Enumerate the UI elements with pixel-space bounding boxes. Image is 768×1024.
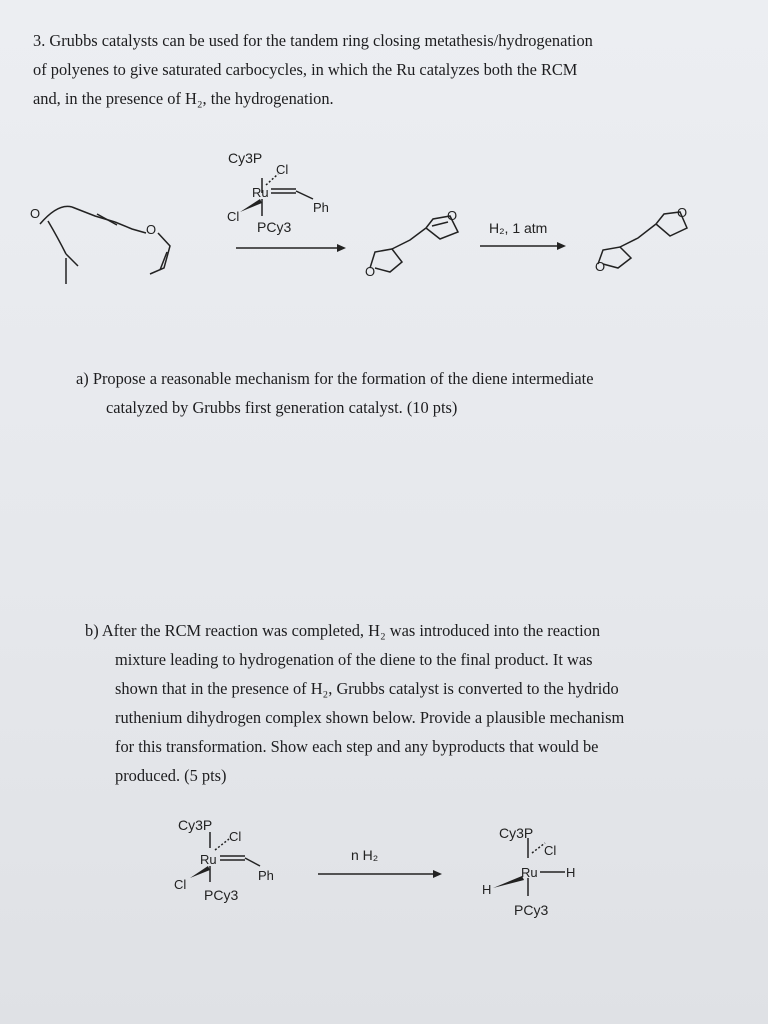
- catalyst-1-top-ligand: Cy3P: [228, 150, 263, 166]
- product-oxygen-2: O: [677, 205, 688, 220]
- part-a-line-1: a) Propose a reasonable mechanism for the formation of the diene intermediate: [76, 369, 594, 388]
- catalyst-1-phenyl: Ph: [313, 200, 329, 215]
- intermediate-oxygen-2: O: [447, 208, 458, 223]
- product-complex-ru-h-wedge-bond: [493, 876, 524, 888]
- catalyst-1-bottom-ligand: PCy3: [257, 219, 292, 235]
- catalyst-2-ruthenium: Ru: [200, 852, 217, 867]
- catalyst-2-phenyl: Ph: [258, 868, 274, 883]
- catalyst-2-ru-carbene-bond: [220, 856, 245, 860]
- catalyst-2-chloride-top: Cl: [229, 829, 242, 844]
- part-b-line-3: shown that in the presence of H₂, Grubbs catalyst is converted to the hydrido: [115, 679, 619, 698]
- question-3-line-2: of polyenes to give saturated carbocycles, in which the Ru catalyzes both the RCM: [33, 60, 578, 79]
- part-b-line-5: for this transformation. Show each step and any byproducts that would be: [115, 737, 599, 756]
- reaction-arrow-3-head: [433, 870, 442, 878]
- polyene-oxygen-1: O: [30, 206, 41, 221]
- question-3-line-3: and, in the presence of H₂, the hydrogenation.: [33, 89, 334, 108]
- catalyst-2-ru-cl-wedge-bond: [190, 866, 210, 878]
- product-complex-hydride-left: H: [482, 882, 492, 897]
- reagent-h2-label: H₂, 1 atm: [489, 220, 548, 236]
- part-b-line-6: produced. (5 pts): [115, 766, 227, 785]
- catalyst-2-top-ligand: Cy3P: [178, 817, 213, 833]
- product-complex-hydride-right: H: [566, 865, 576, 880]
- part-b-line-2: mixture leading to hydrogenation of the diene to the final product. It was: [115, 650, 593, 669]
- catalyst-2-ru-cl-hashed-bond: [215, 839, 229, 850]
- catalyst-2-carbene-ph-bond: [245, 858, 260, 866]
- part-a-line-2: catalyzed by Grubbs first generation catalyst. (10 pts): [106, 398, 458, 417]
- product-complex-chloride: Cl: [544, 843, 557, 858]
- catalyst-1-chloride-left: Cl: [227, 209, 240, 224]
- catalyst-1-chloride-top: Cl: [276, 162, 289, 177]
- question-3-line-1: 3. Grubbs catalysts can be used for the tandem ring closing metathesis/hydrogenation: [33, 31, 593, 50]
- product-complex-ruthenium: Ru: [521, 865, 538, 880]
- catalyst-2-bottom-ligand: PCy3: [204, 887, 239, 903]
- intermediate-oxygen-1: O: [365, 264, 376, 279]
- product-oxygen-1: O: [595, 259, 606, 274]
- part-b-line-4: ruthenium dihydrogen complex shown below. Provide a plausible mechanism: [115, 708, 625, 727]
- product-complex-top-ligand: Cy3P: [499, 825, 534, 841]
- product-complex-bottom-ligand: PCy3: [514, 902, 549, 918]
- reagent-n-h2-label: n H₂: [351, 847, 379, 863]
- catalyst-1-ruthenium: Ru: [252, 185, 269, 200]
- catalyst-2-chloride-left: Cl: [174, 877, 187, 892]
- part-b-line-1: b) After the RCM reaction was completed, H₂ was introduced into the reaction: [85, 621, 601, 640]
- polyene-oxygen-2: O: [146, 222, 157, 237]
